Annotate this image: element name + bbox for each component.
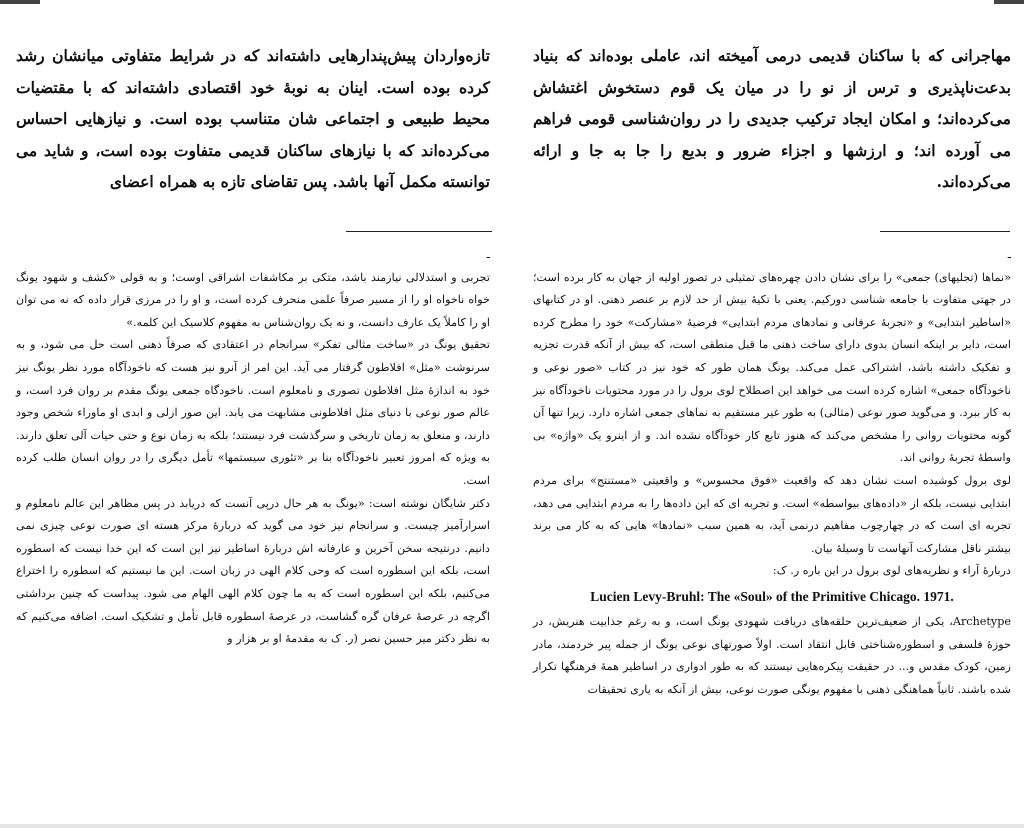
left-main-text: تازه‌واردان پیش‌پندارهایی داشته‌اند که در شرایط متفاوتی میانشان رشد کرده بوده است. اینان به نوبهٔ خود اقتصادی داشته‌اند که با مقتضیات محیط طبیعی و اجتماعی شان متناسب بوده است. و نیازهایی احساس می‌کرده‌اند که با نیازهای ساکنان قدیمی متفاوت بوده است، و شاید می توانسته مکمل آنها باشد. پس تقاضای تازه به همراه اعضای (16, 46, 490, 191)
right-footnotes (533, 244, 1011, 701)
left-footnotes (16, 244, 490, 651)
right-footnote-paragraph: لوی برول کوشیده است نشان دهد که واقعیت «فوق محسوس» و واقعیتی «مستنتج» برای مردم ابتدایی نیست، بلکه از «داده‌های بیواسطه» است. و تجربه ای که این داده‌ها را به مردم ابتدایی می دهد، تجربه ای است که در چهارچوب مفاهیم درنمی آید، به همین سبب «نمادها» هایی که به کار می برند بیشتر ناقل مشارکت آنهاست تا وسیلهٔ بیان. (533, 473, 1011, 555)
reference-title: Lucien Levy-Bruhl: The «Soul» of the Primitive Chicago. 1971. (590, 588, 954, 604)
right-footnote-paragraph: «نماها (تجلیهای) جمعی» را برای نشان دادن چهره‌های تمثیلی در تصور اولیه از جهان به کار برده است؛ در جهتی متفاوت با جامعه شناسی دورکیم. یعنی با تکیهٔ بیش از حد لازم بر عنصر ذهنی. او در کتابهای «اساطیر ابتدایی» و «تجربهٔ عرفانی و نمادهای مردم ابتدایی» فرضیهٔ «مشارکت» خود را مطرح کرده است، دایر بر اینکه انسان بدوی دارای ساخت ذهنی ما قبل منطقی است، که بیش از آنکه قدرت تجزیه و تفکیک داشته باشد، اشتراکی عمل می‌کند. یونگ همان طور که خود نیز در کتاب «صور نوعی و ناخودآگاه جمعی» اشاره کرده است می خواهد این اصطلاح لوی برول را در مورد محتویات ناخودآگاه نیز به کار ببرد. و می‌گوید صور نوعی (مثالی) به طور غیر مستقیم به نماهای جمعی اشاره دارد. زیرا تنها آن گونه محتویات روانی را مشخص می‌کند که هنوز تابع کار خودآگاه نشده اند. و از اینرو یک «واژه» بی واسطهٔ تجربهٔ روانی اند. (533, 270, 1011, 465)
bottom-scroll-strip (0, 824, 1024, 828)
left-footnote-paragraph: تحقیق یونگ در «ساخت مثالی تفکر» سرانجام در اعتقادی که صرفاً ذهنی است حل می شود، و به سرنوشت «مثل» افلاطون گرفتار می آید. این امر از آنرو نیز هست که ناخودآگاه مورد نظر یونگ نیز خود به اندازهٔ مثل افلاطون تصوری و نامعلوم است. ناخودگاه جمعی یونگ مقدم بر روان فرد است، و عالم صور نوعی با دنیای مثل افلاطونی مشابهت می یابد. این صور ازلی و ابدی او ماوراء شخص وجود دارند، و منعلق به زمان تاریخی و سرگذشت فرد نیستند؛ بلکه به زمان نوع و حتی حیات آلی تعلق دارند. به ویژه که امروز تعبیر ناخودآگاه بنا بر «تئوری سیستمها» تأمل دیگری را در روان انسان طلب کرده است. (16, 338, 490, 487)
right-footnote-paragraph: دربارهٔ آراء و نظریه‌های لوی برول در این باره ر. ک: (772, 564, 1011, 578)
right-main-text: مهاجرانی که با ساکنان قدیمی درمی آمیخته اند، عاملی بوده‌اند که بنیاد بدعت‌ناپذیری و ترس از نو را در میان یک قوم دستخوش اغتشاش می‌کرده‌اند؛ و امکان ایجاد ترکیب جدیدی را در روان‌شناسی قومی فراهم می آورده اند؛ و ارزشها و اجزاء ضرور و بدیع را جا به جا و ارائه می‌کرده‌اند. (533, 46, 1011, 191)
left-footnote-paragraph: دکتر شایگان نوشته است: «یونگ به هر حال درپی آنست که دریابد در پس مظاهر این عالم نامعلوم و اسرارآمیز چیست. و سرانجام نیز خود می گوید که دربارهٔ مرکز هسته ای صورت نوعی چیزی نمی دانیم. درنتیجه سخن آخرین و عارفانه اش دربارهٔ اساطیر نیز این است که این خدا نیست که اسطوره است، بلکه این اسطوره است که وحی کلام الهی در زبان است. این ما نیستیم که اسطوره را اختراع می‌کنیم، بلکه این اسطوره است که به ما چون کلام الهی الهام می شود. پیداست که چنین برداشتی اگرچه در عرصهٔ عرفان گره گشاست، در عرصهٔ اسطوره قابل تأمل و تشکیک است. اضافه می‌کنیم که به نظر دکتر میر حسین نصر (ر. ک به مقدمهٔ او بر هزار و (16, 496, 490, 646)
right-footnote-paragraph: Archetype، یکی از ضعیف‌ترین حلقه‌های دریافت شهودی یونگ است، و به رغم جذابیت هنریش، در حوزهٔ فلسفی و اسطوره‌شناختی قابل انتقاد است. اولاً صورتهای نوعی یونگ از جمله پیر خردمند، مادر زمین، کودک مقدس و... در حقیقت پیکره‌هایی نیستند که به طور ادواری در اساطیر همهٔ فرهنگها تکرار شده باشند. ثانیاً هماهنگی ذهنی با مفهوم یونگی صورت نوعی، بیش از آنکه به یاری تحقیقات (533, 614, 1011, 696)
page-edge-left (0, 0, 40, 4)
left-footnote-marker: ـ (486, 248, 490, 261)
left-footnote-paragraph: تجربی و استدلالی نیازمند باشد، متکی بر مکاشفات اشراقی اوست؛ و به قولی «کشف و شهود یونگ خواه ناخواه او را از مسیر صرفاً علمی منحرف کرده است، و او را در مرزی قرار داده که نه می توان او را کاملاً یک عارف دانست، و نه یک روان‌شناس به مفهوم کلاسیک این کلمه.» (16, 270, 490, 329)
left-footnote-rule (346, 231, 492, 232)
right-footnote-rule (880, 231, 1010, 232)
page-edge-right (994, 0, 1024, 4)
right-footnote-marker: ـ (1007, 248, 1011, 261)
